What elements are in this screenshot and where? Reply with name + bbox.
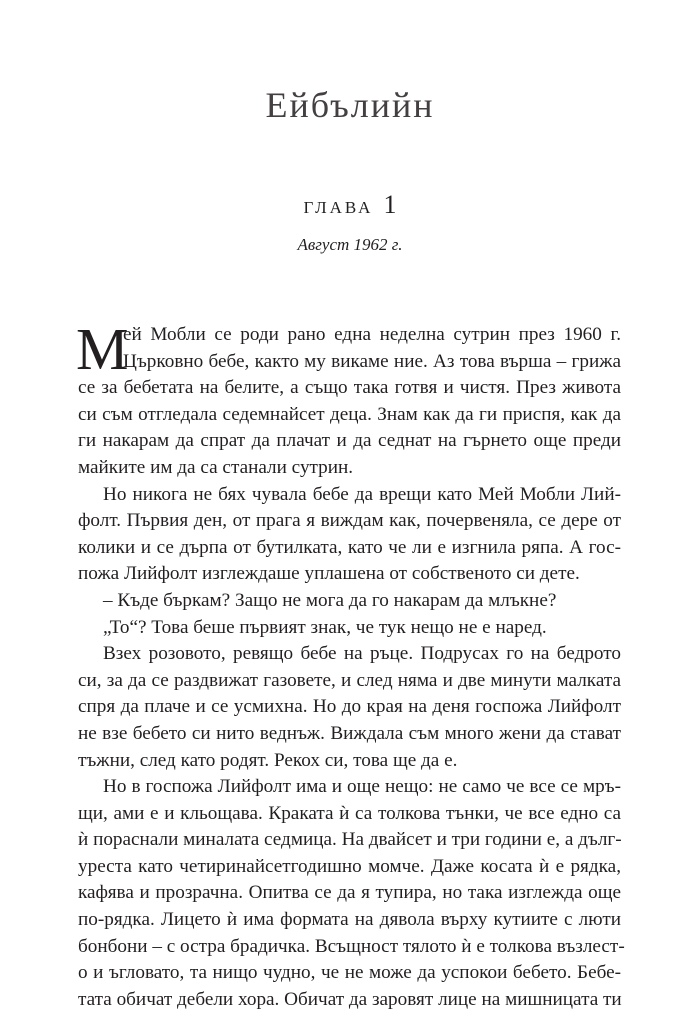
text-line: – Къде бъркам? Защо не мога да го накарам да млъкне? — [103, 589, 557, 611]
text-line: ѝ пораснали миналата седмица. На двайсет и три години е, а дълг- — [78, 829, 622, 851]
text-line: о и ъгловато, та нищо чудно, че не може да успокои бебето. Бебе- — [78, 962, 621, 984]
drop-cap: М — [76, 316, 129, 382]
text-line: ги накарам да спрат да плачат и да седнат на гърнето още преди — [78, 430, 621, 452]
text-line: Но никога не бях чувала бебе да врещи като Мей Мобли Лий- — [103, 483, 621, 505]
part-title: Ейбълийн — [265, 85, 435, 125]
text-line: си съм отгледала седемнайсет деца. Знам как да ги приспя, как да — [78, 403, 621, 425]
text-line: се за бебетата на белите, а също така готвя и чистя. През живота — [78, 377, 621, 399]
text-line: пожа Лийфолт изглеждаше уплашена от собственото си дете. — [78, 563, 580, 585]
text-line: майките им да са станали сутрин. — [78, 456, 354, 478]
text-line: тъжни, след като родят. Рекох си, това ще да е. — [78, 749, 458, 771]
text-line: тата обичат дебели хора. Обичат да заровят лице на мишницата ти — [78, 988, 622, 1010]
text-line: уреста като четиринайсетгодишно момче. Даже косата ѝ е рядка, — [78, 855, 621, 877]
text-line: Църковно бебе, както му викаме ние. Аз това върша – грижа — [123, 350, 621, 372]
text-line: не взе бебето си нито веднъж. Виждала съм много жени да стават — [78, 722, 621, 744]
text-line: „То“? Това беше първият знак, че тук нещо не е наред. — [103, 616, 547, 638]
chapter-heading — [0, 190, 700, 220]
body-text — [76, 316, 625, 1013]
text-line: щи, ами е и кльощава. Краката ѝ са толкова тънки, че все едно са — [78, 802, 621, 824]
text-line: Но в госпожа Лийфолт има и още нещо: не само че все се мръ- — [103, 776, 621, 798]
text-line: кафява и прозрачна. Опитва се да я тупира, но така изглежда още — [78, 882, 621, 904]
text-line: Взех розовото, ревящо бебе на ръце. Подрусах го на бедрото — [103, 643, 621, 665]
text-line: ей Мобли се роди рано една неделна сутрин през 1960 г. — [123, 324, 621, 345]
text-line: бонбони – с остра брадичка. Всъщност тялото ѝ е толкова възлест- — [78, 935, 625, 957]
text-line: фолт. Първия ден, от прага я виждам как, почервеняла, се дере от — [78, 510, 621, 532]
chapter-date: Август 1962 г. — [297, 235, 403, 254]
text-line: си, за да се раздвижат газовете, и след няма и две минути малката — [78, 669, 621, 691]
text-line: колики и се дърпа от бутилката, като че ли е изгнила ряпа. А гос- — [78, 536, 621, 558]
text-line: по-рядка. Лицето ѝ има формата на дявола върху кутиите с люти — [78, 909, 621, 931]
chapter-label: ГЛАВА — [303, 198, 374, 217]
chapter-number: 1 — [383, 190, 397, 219]
text-line: спря да плаче и се усмихна. Но до края на деня госпожа Лийфолт — [78, 696, 621, 718]
